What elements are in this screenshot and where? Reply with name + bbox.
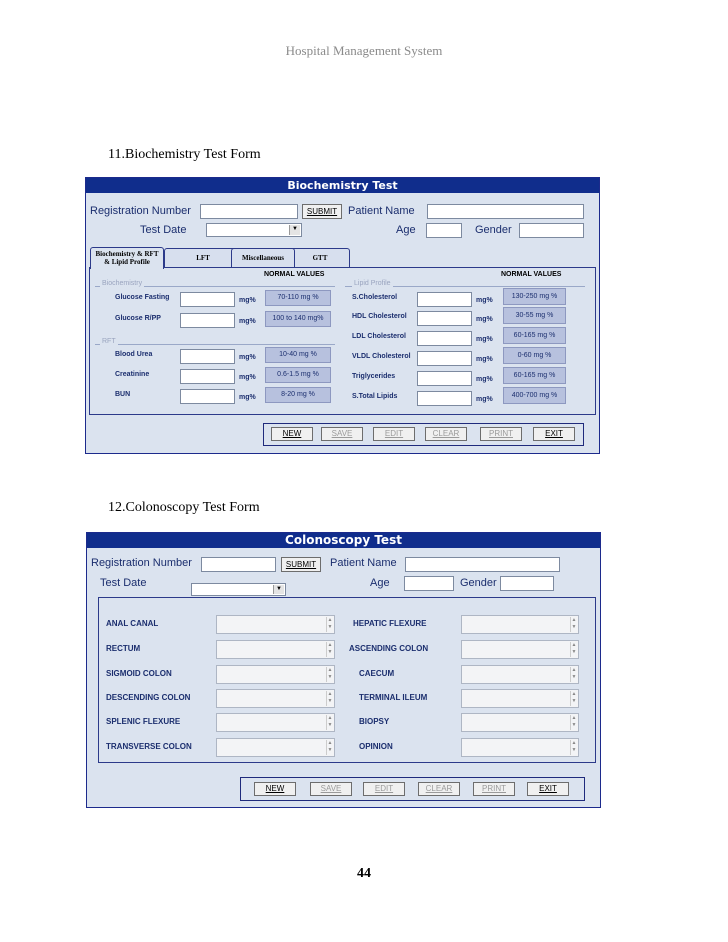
unit-label: mg%: [239, 297, 256, 304]
unit-label: mg%: [239, 374, 256, 381]
patient-name-label: Patient Name: [348, 205, 415, 217]
result-input[interactable]: [180, 292, 235, 307]
test-date-label: Test Date: [140, 224, 187, 236]
scrollbar[interactable]: ▲ ▼: [571, 667, 577, 680]
scrollbar[interactable]: ▲ ▼: [327, 715, 333, 728]
normal-values-heading-right: NORMAL VALUES: [501, 271, 562, 278]
patient-name-label: Patient Name: [330, 557, 397, 569]
result-input[interactable]: [180, 349, 235, 364]
finding-label: OPINION: [359, 742, 393, 751]
submit-button[interactable]: SUBMIT: [281, 557, 321, 572]
chevron-down-icon[interactable]: ▼: [289, 225, 300, 235]
scrollbar[interactable]: ▲ ▼: [571, 715, 577, 728]
registration-number-label: Registration Number: [90, 205, 191, 217]
findings-panel: [98, 597, 596, 763]
finding-textarea[interactable]: [461, 713, 579, 732]
result-input[interactable]: [417, 351, 472, 366]
test-name-label: Creatinine: [115, 371, 150, 378]
tab-lft[interactable]: LFT: [164, 248, 242, 267]
age-label: Age: [370, 577, 390, 589]
save-button[interactable]: SAVE: [310, 782, 352, 796]
result-input[interactable]: [417, 311, 472, 326]
scrollbar[interactable]: ▲ ▼: [571, 617, 577, 630]
test-date-label: Test Date: [100, 577, 147, 589]
finding-textarea[interactable]: [216, 713, 335, 732]
unit-label: mg%: [239, 394, 256, 401]
scrollbar[interactable]: ▲ ▼: [571, 642, 577, 655]
finding-textarea[interactable]: [461, 738, 579, 757]
scrollbar[interactable]: ▲ ▼: [327, 691, 333, 704]
finding-textarea[interactable]: [216, 689, 335, 708]
clear-button[interactable]: CLEAR: [418, 782, 460, 796]
patient-name-input[interactable]: [427, 204, 584, 219]
finding-label: HEPATIC FLEXURE: [353, 619, 427, 628]
scrollbar[interactable]: ▲ ▼: [327, 740, 333, 753]
finding-textarea[interactable]: [461, 689, 579, 708]
unit-label: mg%: [476, 297, 493, 304]
window-title: Colonoscopy Test: [87, 533, 600, 548]
unit-label: mg%: [239, 354, 256, 361]
finding-textarea[interactable]: [216, 665, 335, 684]
finding-textarea[interactable]: [216, 640, 335, 659]
result-input[interactable]: [417, 371, 472, 386]
save-button[interactable]: SAVE: [321, 427, 363, 441]
unit-label: mg%: [476, 376, 493, 383]
unit-label: mg%: [476, 396, 493, 403]
tab-biochemistry-rft-lipid[interactable]: [90, 247, 164, 269]
finding-label: SPLENIC FLEXURE: [106, 717, 181, 726]
test-name-label: LDL Cholesterol: [352, 333, 406, 340]
test-name-label: Triglycerides: [352, 373, 396, 380]
normal-value: 30-55 mg %: [503, 307, 566, 324]
finding-textarea[interactable]: [216, 615, 335, 634]
result-input[interactable]: [180, 369, 235, 384]
finding-label: ASCENDING COLON: [349, 644, 429, 653]
page-header: Hospital Management System: [285, 43, 443, 58]
registration-number-label: Registration Number: [91, 557, 192, 569]
result-input[interactable]: [417, 331, 472, 346]
finding-textarea[interactable]: [216, 738, 335, 757]
group-line-rft: [95, 344, 335, 345]
tab-gtt[interactable]: GTT: [290, 248, 350, 267]
unit-label: mg%: [239, 318, 256, 325]
tab-label-line1: Biochemistry & RFT: [95, 250, 159, 258]
normal-value: 10-40 mg %: [265, 347, 331, 363]
colonoscopy-test-window: [86, 532, 601, 808]
caption-colonoscopy: 12.Colonoscopy Test Form: [108, 500, 260, 515]
test-name-label: Blood Urea: [115, 351, 153, 358]
result-input[interactable]: [417, 292, 472, 307]
print-button[interactable]: PRINT: [473, 782, 515, 796]
chevron-down-icon[interactable]: ▼: [273, 585, 284, 594]
edit-button[interactable]: EDIT: [363, 782, 405, 796]
registration-number-input[interactable]: [201, 557, 276, 572]
finding-label: CAECUM: [359, 669, 395, 678]
window-title: Biochemistry Test: [86, 178, 599, 193]
age-input[interactable]: [426, 223, 462, 238]
age-input[interactable]: [404, 576, 454, 591]
test-name-label: HDL Cholesterol: [352, 313, 407, 320]
biochemistry-test-window: [85, 177, 600, 454]
unit-label: mg%: [476, 336, 493, 343]
new-button[interactable]: NEW: [271, 427, 313, 441]
finding-label: DESCENDING COLON: [106, 693, 191, 702]
new-button[interactable]: NEW: [254, 782, 296, 796]
scrollbar[interactable]: ▲ ▼: [327, 617, 333, 630]
tab-label-line2: & Lipid Profile: [104, 258, 150, 266]
edit-button[interactable]: EDIT: [373, 427, 415, 441]
group-title-lipid: Lipid Profile: [354, 280, 391, 287]
test-name-label: VLDL Cholesterol: [352, 353, 411, 360]
print-button[interactable]: PRINT: [480, 427, 522, 441]
scrollbar[interactable]: ▲ ▼: [327, 642, 333, 655]
test-name-label: S.Cholesterol: [352, 294, 398, 301]
gender-label: Gender: [460, 577, 497, 589]
patient-name-input[interactable]: [405, 557, 560, 572]
gender-input[interactable]: [500, 576, 554, 591]
finding-label: TERMINAL ILEUM: [359, 693, 428, 702]
normal-value: 60-165 mg %: [503, 367, 566, 384]
normal-value: 8-20 mg %: [265, 387, 331, 403]
normal-value: 130-250 mg %: [503, 288, 566, 305]
gender-label: Gender: [475, 224, 512, 236]
age-label: Age: [396, 224, 416, 236]
result-input[interactable]: [417, 391, 472, 406]
action-button-bar: [263, 423, 584, 446]
finding-label: SIGMOID COLON: [106, 669, 172, 678]
unit-label: mg%: [476, 356, 493, 363]
result-input[interactable]: [180, 313, 235, 328]
normal-value: 0.6-1.5 mg %: [265, 367, 331, 383]
scrollbar[interactable]: ▲ ▼: [327, 667, 333, 680]
test-name-label: Glucose Fasting: [115, 294, 170, 301]
action-button-bar: [240, 777, 585, 801]
caption-biochemistry: 11.Biochemistry Test Form: [108, 147, 261, 162]
clear-button[interactable]: CLEAR: [425, 427, 467, 441]
normal-value: 400-700 mg %: [503, 387, 566, 404]
normal-value: 0-60 mg %: [503, 347, 566, 364]
unit-label: mg%: [476, 316, 493, 323]
test-date-dropdown[interactable]: [206, 223, 302, 237]
exit-button[interactable]: EXIT: [533, 427, 575, 441]
tab-miscellaneous[interactable]: Miscellaneous: [231, 248, 295, 267]
registration-number-input[interactable]: [200, 204, 298, 219]
group-title-biochemistry: Biochemistry: [102, 280, 143, 287]
scrollbar[interactable]: ▲ ▼: [571, 740, 577, 753]
page-number: 44: [357, 866, 371, 881]
result-input[interactable]: [180, 389, 235, 404]
normal-value: 100 to 140 mg%: [265, 311, 331, 327]
finding-label: ANAL CANAL: [106, 619, 159, 628]
exit-button[interactable]: EXIT: [527, 782, 569, 796]
submit-button[interactable]: SUBMIT: [302, 204, 342, 219]
normal-values-heading-left: NORMAL VALUES: [264, 271, 325, 278]
gender-input[interactable]: [519, 223, 584, 238]
normal-value: 60-165 mg %: [503, 327, 566, 344]
finding-label: RECTUM: [106, 644, 141, 653]
normal-value: 70-110 mg %: [265, 290, 331, 306]
finding-label: TRANSVERSE COLON: [106, 742, 192, 751]
test-date-dropdown[interactable]: [191, 583, 286, 596]
finding-textarea[interactable]: [461, 640, 579, 659]
test-name-label: BUN: [115, 391, 131, 398]
test-name-label: S.Total Lipids: [352, 393, 398, 400]
finding-textarea[interactable]: [461, 615, 579, 634]
finding-textarea[interactable]: [461, 665, 579, 684]
tab-panel: [89, 267, 596, 415]
test-name-label: Glucose R/PP: [115, 315, 161, 322]
finding-label: BIOPSY: [359, 717, 390, 726]
group-title-rft: RFT: [102, 338, 116, 345]
scrollbar[interactable]: ▲ ▼: [571, 691, 577, 704]
